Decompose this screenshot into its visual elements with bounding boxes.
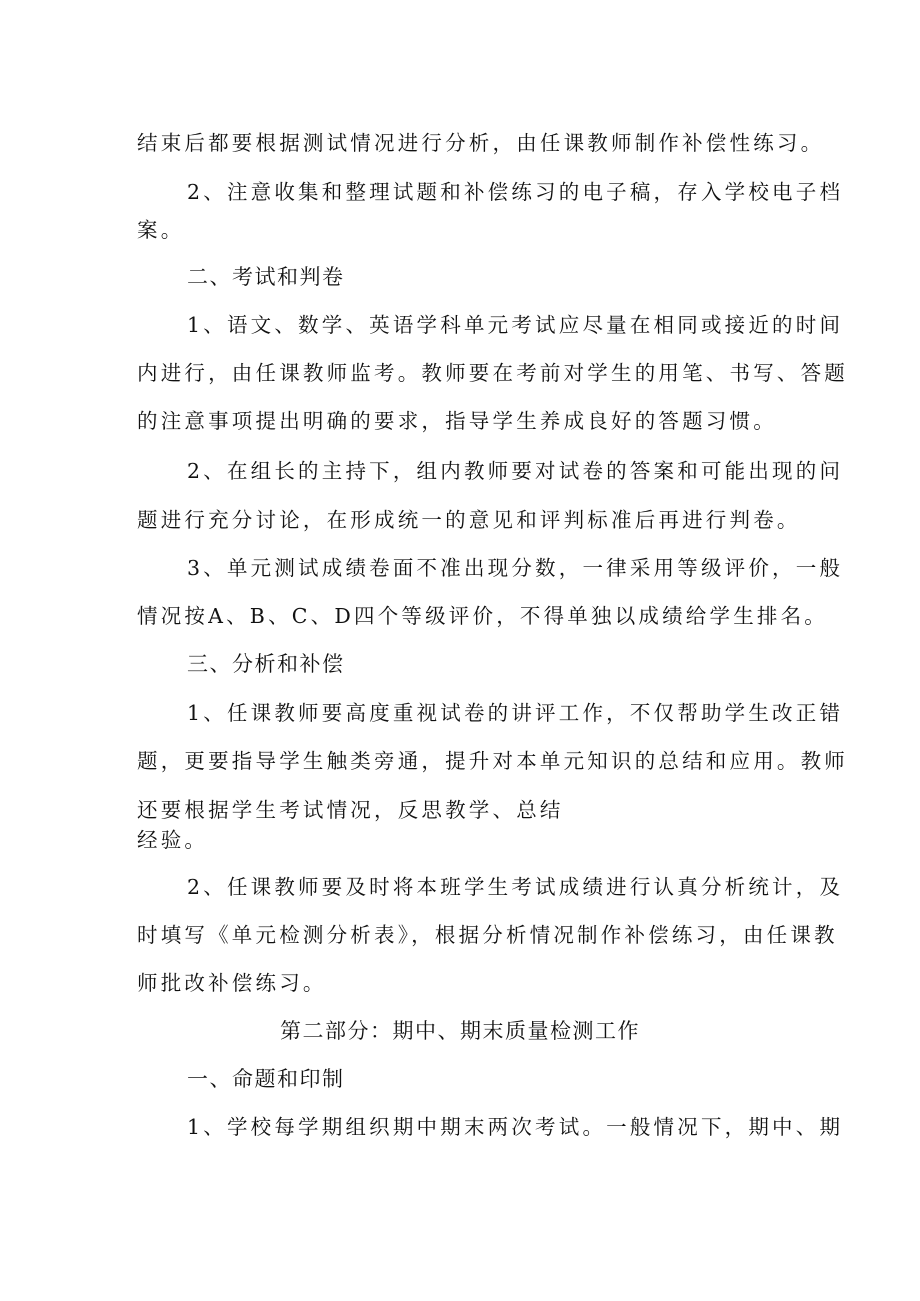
paragraph-line: 1、语文、数学、英语学科单元考试应尽量在相同或接近的时间 (187, 313, 844, 337)
paragraph-line: 师批改补偿练习。 (137, 971, 327, 995)
paragraph-line: 的注意事项提出明确的要求，指导学生养成良好的答题习惯。 (137, 409, 777, 433)
paragraph-line: 题进行充分讨论，在形成统一的意见和评判标准后再进行判卷。 (137, 508, 801, 532)
paragraph-line: 2、任课教师要及时将本班学生考试成绩进行认真分析统计，及 (187, 875, 844, 899)
paragraph-line: 经验。 (137, 828, 209, 852)
section-heading: 一、命题和印制 (187, 1067, 345, 1091)
paragraph-line: 内进行，由任课教师监考。教师要在考前对学生的用笔、书写、答题 (137, 361, 848, 385)
paragraph-line: 1、学校每学期组织期中期末两次考试。一般情况下，期中、期 (187, 1115, 844, 1139)
paragraph-line: 题，更要指导学生触类旁通，提升对本单元知识的总结和应用。教师 (137, 749, 848, 773)
section-heading: 二、考试和判卷 (187, 265, 345, 289)
part-heading: 第二部分：期中、期末质量检测工作 (280, 1019, 640, 1043)
paragraph-line: 案。 (137, 218, 185, 242)
paragraph-line: 情况按A、B、C、D四个等级评价，不得单独以成绩给学生排名。 (137, 604, 828, 628)
paragraph-line: 3、单元测试成绩卷面不准出现分数，一律采用等级评价，一般 (187, 556, 844, 580)
paragraph-line: 2、在组长的主持下，组内教师要对试卷的答案和可能出现的问 (187, 459, 844, 483)
paragraph-line: 1、任课教师要高度重视试卷的讲评工作，不仅帮助学生改正错 (187, 701, 844, 725)
paragraph-line: 还要根据学生考试情况，反思教学、总结 (137, 798, 564, 822)
paragraph-line: 结束后都要根据测试情况进行分析，由任课教师制作补偿性练习。 (137, 131, 825, 155)
paragraph-line: 时填写《单元检测分析表》，根据分析情况制作补偿练习，由任课教 (137, 923, 838, 947)
paragraph-line: 2、注意收集和整理试题和补偿练习的电子稿，存入学校电子档 (187, 180, 844, 204)
section-heading: 三、分析和补偿 (187, 652, 345, 676)
